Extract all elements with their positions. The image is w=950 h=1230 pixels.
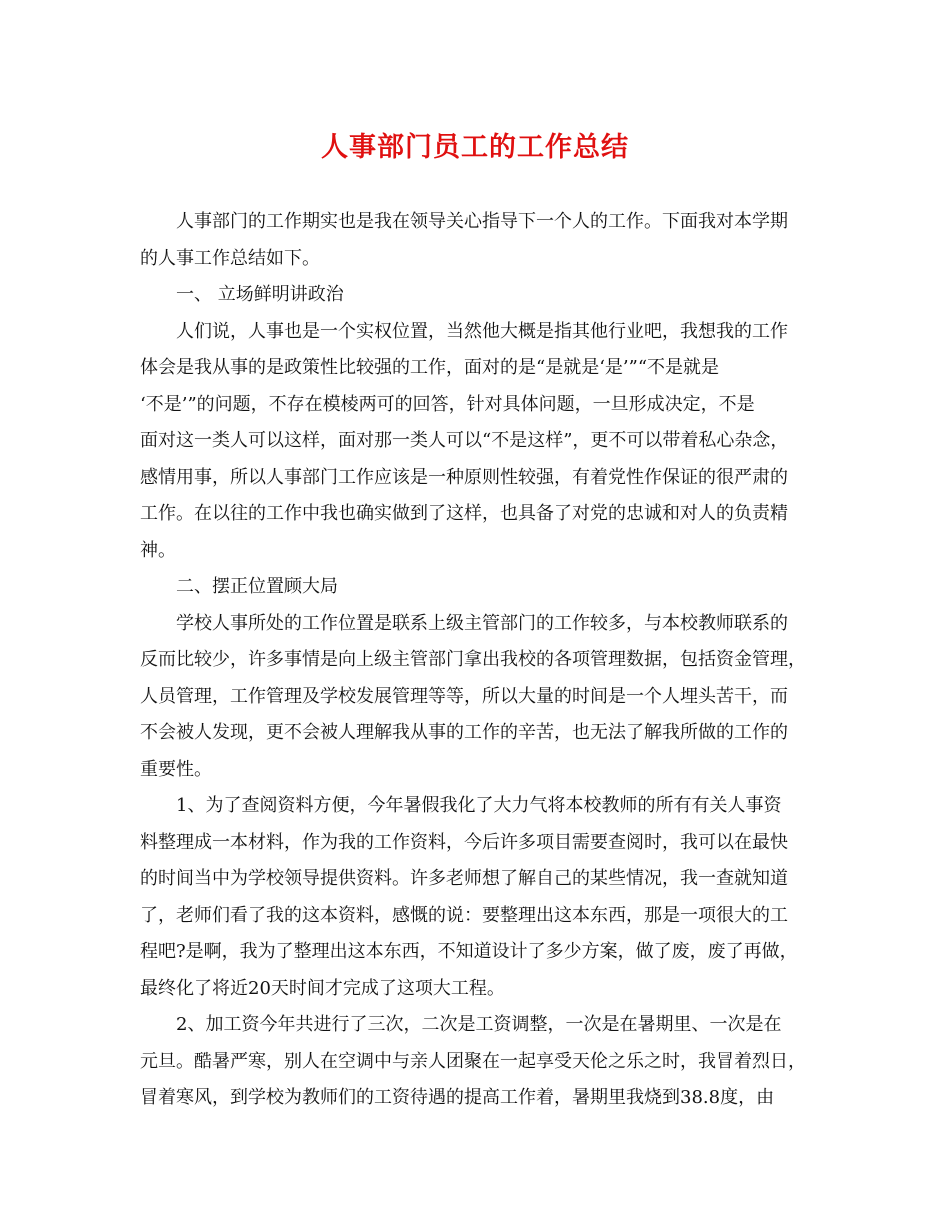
document-title: 人事部门员工的工作总结 <box>321 132 629 163</box>
text-line: 最终化了将近20天时间才完成了这项大工程。 <box>140 977 505 999</box>
text-line: 的时间当中为学校领导提供资料。许多老师想了解自己的某些情况，我一查就知道 <box>140 868 788 889</box>
text-line: 元旦。酷暑严寒，别人在空调中与亲人团聚在一起享受天伦之乐之时，我冒着烈日， <box>140 1050 806 1072</box>
text-line: ‘不是’”的问题，不存在模棱两可的回答，针对具体问题，一旦形成决定，不是 <box>140 393 755 415</box>
text-line: 人员管理，工作管理及学校发展管理等等，所以大量的时间是一个人埋头苦干，而 <box>140 685 788 707</box>
text-line: 的人事工作总结如下。 <box>140 247 320 269</box>
text-line: 2、加工资今年共进行了三次，二次是工资调整，一次是在暑期里、一次是在 <box>176 1014 782 1035</box>
text-line: 神。 <box>140 539 176 561</box>
text-line: 不会被人发现，更不会被人理解我从事的工作的辛苦，也无法了解我所做的工作的 <box>140 722 788 743</box>
text-line: 人事部门的工作期实也是我在领导关心指导下一个人的工作。下面我对本学期 <box>176 211 788 232</box>
text-line: 重要性。 <box>140 758 212 780</box>
text-line: 程吧?是啊，我为了整理出这本东西，不知道设计了多少方案，做了废，废了再做， <box>140 941 798 962</box>
text-line: 二、摆正位置顾大局 <box>176 576 338 597</box>
text-line: 冒着寒风，到学校为教师们的工资待遇的提高工作着，暑期里我烧到38.8度，由 <box>140 1087 775 1108</box>
text-line: 一、 立场鲜明讲政治 <box>176 284 344 305</box>
text-line: 反而比较少，许多事情是向上级主管部门拿出我校的各项管理数据，包括资金管理， <box>140 649 806 670</box>
text-line: 1、为了查阅资料方便，今年暑假我化了大力气将本校教师的所有有关人事资 <box>176 795 782 816</box>
text-line: 学校人事所处的工作位置是联系上级主管部门的工作较多，与本校教师联系的 <box>176 612 788 634</box>
document-body <box>140 204 815 1117</box>
text-line: 工作。在以往的工作中我也确实做到了这样，也具备了对党的忠诚和对人的负责精 <box>140 503 788 524</box>
text-line: 感情用事，所以人事部门工作应该是一种原则性较强，有着党性作保证的很严肃的 <box>140 466 788 488</box>
text-line: 了，老师们看了我的这本资料，感慨的说：要整理出这本东西，那是一项很大的工 <box>140 904 788 926</box>
text-line: 人们说，人事也是一个实权位置，当然他大概是指其他行业吧，我想我的工作 <box>176 320 788 342</box>
text-line: 体会是我从事的是政策性比较强的工作，面对的是“是就是‘是’”“不是就是 <box>140 357 720 378</box>
text-line: 面对这一类人可以这样，面对那一类人可以“不是这样”，更不可以带着私心杂念， <box>140 430 789 451</box>
text-line: 料整理成一本材料，作为我的工作资料，今后许多项目需要查阅时，我可以在最快 <box>140 831 788 853</box>
